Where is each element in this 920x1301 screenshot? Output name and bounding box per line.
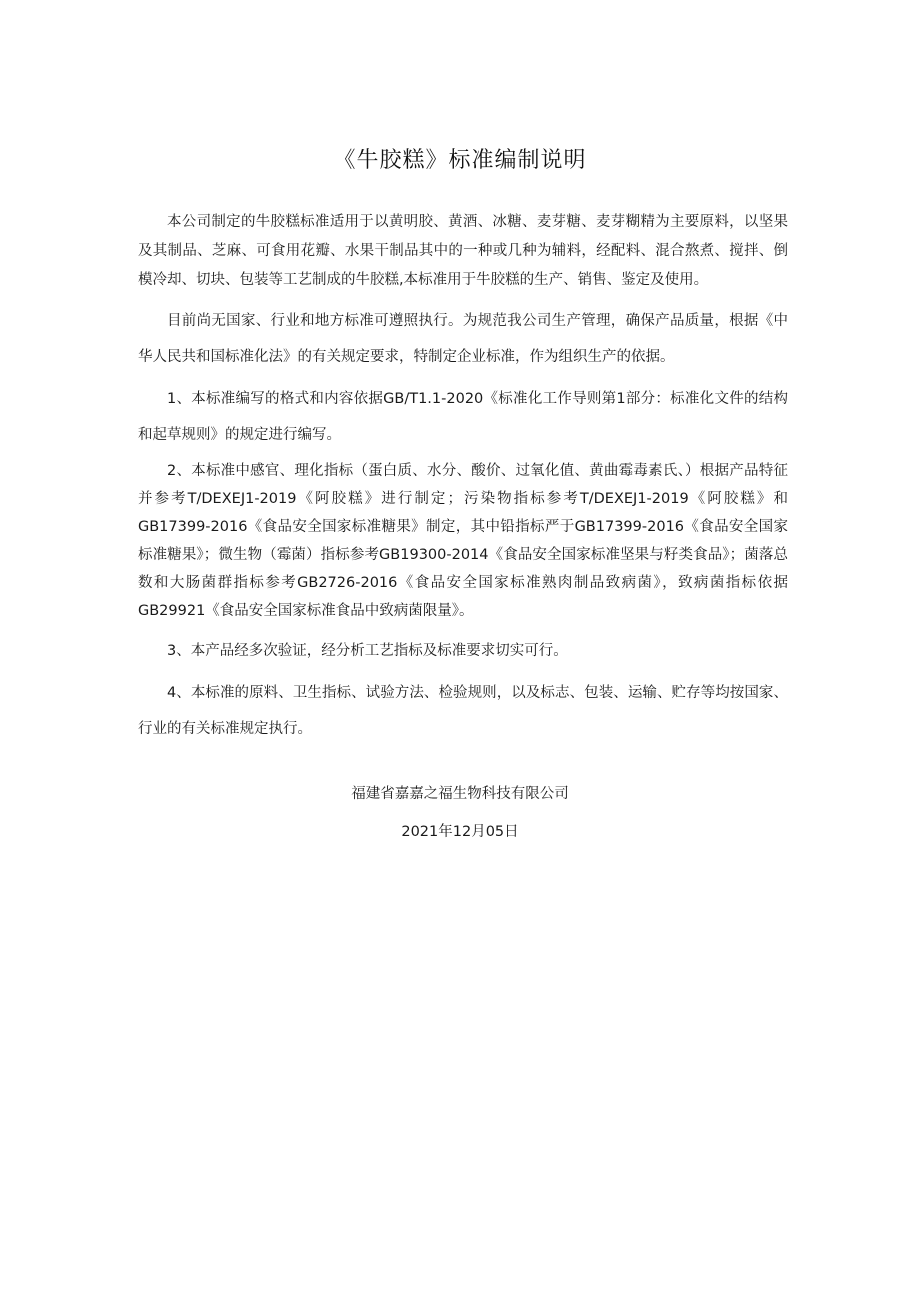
paragraph-background: 目前尚无国家、行业和地方标准可遵照执行。为规范我公司生产管理，确保产品质量，根据《中华人民共和国标准化法》的有关规定要求，特制定企业标准，作为组织生产的依据。 (138, 313, 788, 365)
paragraph-item-2: 2、本标准中感官、理化指标（蛋白质、水分、酸价、过氧化值、黄曲霉毒素氏、）根据产品特征并参考T/DEXEJ1-2019《阿胶糕》进行制定；污染物指标参考T/DEXEJ1-2019《阿胶糕》和GB17399-2016《食品安全国家标准糖果》制定，其中铅指标严于GB17399-2016《食品安全国家标准糖果》；微生物（霉菌）指标参考GB19300-2014《食品安全国家标准坚果与籽类食品》；菌落总数和大肠菌群指标参考GB2726-2016《食品安全国家标准熟肉制品致病菌》，致病菌指标依据GB29921《食品安全国家标准食品中致病菌限量》。 (138, 463, 788, 619)
paragraph-item-3: 3、本产品经多次验证，经分析工艺指标及标准要求切实可行。 (167, 643, 568, 659)
signature-date: 2021年12月05日 (401, 824, 519, 840)
paragraph-scope: 本公司制定的牛胶糕标准适用于以黄明胶、黄酒、冰糖、麦芽糖、麦芽糊精为主要原料，以坚果及其制品、芝麻、可食用花瓣、水果干制品其中的一种或几种为辅料，经配料、混合熬煮、搅拌、倒模冷却、切块、包装等工艺制成的牛胶糕,本标准用于牛胶糕的生产、销售、鉴定及使用。 (138, 214, 788, 288)
paragraph-item-1: 1、本标准编写的格式和内容依据GB/T1.1-2020《标准化工作导则第1部分：标准化文件的结构和起草规则》的规定进行编写。 (138, 391, 788, 443)
signature-company: 福建省嘉嘉之福生物科技有限公司 (351, 786, 569, 802)
document-body (138, 208, 788, 747)
paragraph-item-4: 4、本标准的原料、卫生指标、试验方法、检验规则，以及标志、包装、运输、贮存等均按国家、行业的有关标准规定执行。 (138, 685, 788, 737)
document-title: 《牛胶糕》标准编制说明 (333, 148, 587, 173)
